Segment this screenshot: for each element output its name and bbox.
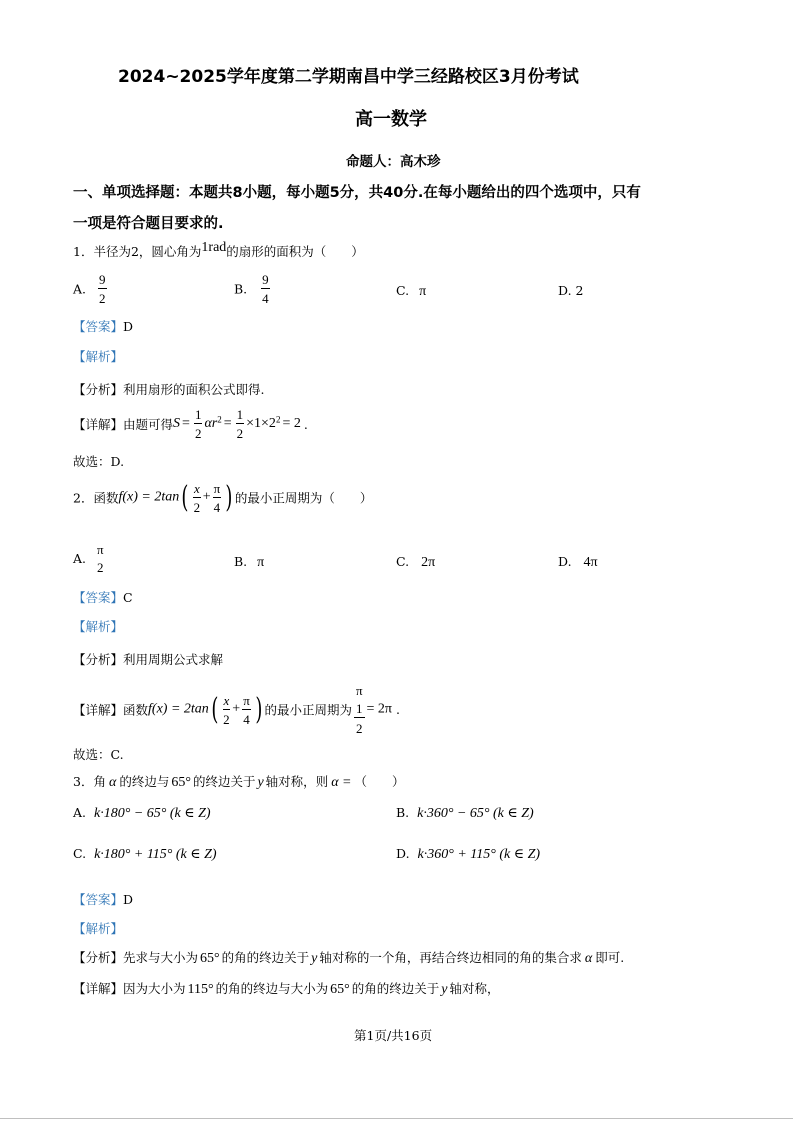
q1-answer [73, 317, 133, 335]
q1-fenxi-text: 利用扇形的面积公式即得. [123, 382, 265, 397]
q1-option-d [558, 283, 584, 298]
q2-stem-post: 的最小正周期为（ ） [234, 490, 373, 506]
q3-option-c [73, 846, 217, 863]
q2-fenxi-text: 利用周期公式求解 [123, 652, 224, 667]
q3-detail-deg1: 115° [187, 982, 214, 997]
q3-stem-pre: 3．角 [73, 774, 106, 789]
q1-option-a [73, 272, 109, 306]
q1-option-d-label: D. [558, 283, 572, 298]
q3-stem-mid1: 的终边与 [119, 774, 170, 789]
question-2-stem [73, 480, 372, 515]
question-3-stem [73, 772, 405, 791]
q1-fenxi [73, 380, 265, 398]
q2-option-d-value: 4π [583, 555, 598, 570]
q3-fenxi-post: 即可. [595, 950, 625, 965]
q2-f2-num: π [213, 480, 221, 496]
q1-detail-eq2: = [223, 416, 232, 431]
q2-detail [73, 682, 400, 737]
q3-stem-post: （ ） [354, 774, 405, 789]
q1-f2-num: 1 [236, 407, 244, 422]
answer-label: 【答案】 [73, 319, 124, 334]
q3-analysis-label: 【解析】 [73, 921, 124, 936]
q1-option-b-label: B. [234, 281, 248, 297]
q2-period-den-bot: 2 [356, 721, 363, 736]
q1-detail-sup1: 2 [217, 414, 222, 425]
q1-f1-den: 2 [194, 426, 202, 441]
q2-fx: f(x) = 2tan [118, 489, 180, 505]
q2-detail-fx: f(x) = 2tan [148, 701, 209, 717]
q2-detail-mid: 的最小正周期为 [264, 702, 353, 718]
fenxi-label: 【分析】 [73, 652, 124, 667]
q2-detail-frac2 [242, 693, 251, 727]
section-heading-line1: 一、单项选择题：本题共8小题，每小题5分，共40分.在每小题给出的四个选项中，只有 [73, 185, 641, 201]
q1-detail [73, 407, 308, 441]
fenxi-label: 【分析】 [73, 382, 124, 397]
q2-period-fraction [354, 682, 365, 737]
q2-option-a-label: A. [73, 551, 87, 566]
q1-detail-ar: αr [204, 416, 218, 431]
q2-option-d-label: D. [558, 554, 572, 569]
q2-option-d [558, 554, 598, 571]
q3-option-d [396, 846, 540, 863]
q2-fenxi [73, 650, 223, 668]
q3-y: y [257, 775, 264, 790]
q1-stem-unit: 1rad [201, 240, 227, 255]
q2-detail-f2-num: π [243, 692, 250, 708]
q2-detail-f1-num: x [223, 692, 230, 708]
q3-fenxi-deg: 65° [200, 951, 220, 966]
q3-detail-y: y [441, 982, 448, 997]
q2-conclusion: 故选：C. [73, 747, 124, 762]
q2-option-b [234, 554, 264, 571]
q3-detail [73, 979, 500, 998]
q1-f1-num: 1 [194, 407, 202, 422]
q2-option-a-fraction [96, 542, 105, 575]
q3-fenxi-mid: 的角的终边关于 [221, 950, 310, 965]
q2-right-paren-icon: ) [225, 480, 233, 515]
q3-answer-value: D [123, 892, 134, 907]
q2-option-c [396, 554, 435, 571]
q3-option-d-value: k·360° + 115° (k ∈ Z) [417, 847, 541, 862]
q3-detail-pre: 因为大小为 [123, 981, 186, 996]
q2-f1-den: 2 [193, 499, 201, 515]
q1-detail-dot: . [303, 416, 308, 432]
q1-detail-eq1: = [182, 416, 190, 431]
q2-detail-f1-den: 2 [223, 711, 230, 727]
q2-frac1 [193, 481, 201, 515]
q2-left-paren-icon: ( [181, 480, 189, 515]
q3-deg65: 65° [171, 775, 191, 790]
page-bottom-divider [0, 1118, 793, 1119]
q1-detail-frac1 [194, 407, 203, 441]
q3-option-a-label: A. [73, 805, 87, 820]
q1-option-c [396, 283, 426, 300]
q1-option-d-value: 2 [575, 283, 584, 298]
q2-detail-f2-den: 4 [243, 711, 250, 727]
q3-detail-mid: 的角的终边与大小为 [215, 981, 329, 996]
answer-label: 【答案】 [73, 892, 124, 907]
q3-fenxi-y: y [311, 951, 318, 966]
q1-option-b-fraction [261, 272, 270, 306]
q3-fenxi-alpha: α [584, 951, 593, 966]
q2-detail-frac1 [223, 693, 231, 727]
q3-option-b-value: k·360° − 65° (k ∈ Z) [417, 806, 534, 821]
exam-title: 2024~2025学年度第二学期南昌中学三经路校区3月份考试 [118, 67, 579, 87]
q2-analysis-label: 【解析】 [73, 619, 124, 634]
q2-option-c-label: C. [396, 554, 410, 569]
page-subtitle: 高一数学 [355, 109, 427, 130]
q1-option-b [234, 272, 272, 306]
q3-option-b [396, 805, 534, 822]
q1-a-den: 2 [99, 291, 106, 306]
q2-option-b-value: π [257, 555, 265, 570]
q2-period-num: π [355, 683, 363, 698]
q1-stem-pre: 1．半径为2，圆心角为 [73, 244, 202, 259]
q1-option-a-label: A. [73, 281, 87, 297]
q3-fenxi-pre: 先求与大小为 [123, 950, 199, 965]
q3-stem-mid3: 轴对称，则 [265, 774, 329, 789]
q3-alpha: α [108, 775, 117, 790]
author-line: 命题人：高木珍 [346, 154, 441, 170]
q1-option-a-fraction [98, 272, 107, 306]
q2-answer-value: C [123, 590, 133, 605]
q2-answer [73, 588, 133, 606]
fenxi-label: 【分析】 [73, 950, 124, 965]
q2-period-den-top: 1 [356, 701, 363, 716]
q1-conclusion: 故选：D. [73, 454, 125, 469]
q2-f1-num: x [193, 480, 200, 496]
q2-option-b-label: B. [234, 554, 248, 569]
q2-frac2 [213, 481, 222, 515]
q3-fenxi [73, 948, 624, 967]
q1-detail-sup2: 2 [275, 414, 281, 425]
q1-stem-post: 的扇形的面积为（ ） [226, 244, 364, 259]
q2-detail-pre: 函数 [123, 702, 149, 718]
q2-option-a [73, 542, 107, 575]
q1-f2-den: 2 [236, 426, 244, 441]
q2-a-num: π [97, 542, 104, 557]
page-number: 第1页/共16页 [354, 1028, 433, 1043]
xiangjie-label: 【详解】 [73, 417, 124, 432]
q3-detail-mid2: 的角的终边关于 [351, 981, 440, 996]
q1-b-den: 4 [262, 291, 269, 306]
q1-analysis-label: 【解析】 [73, 349, 124, 364]
q3-answer [73, 890, 133, 908]
q3-fenxi-mid2: 轴对称的一个角，再结合终边相同的角的集合求 [319, 950, 582, 965]
q1-detail-pre: 由题可得 [123, 417, 174, 432]
q1-detail-mid: ×1×2 [246, 416, 276, 431]
q1-option-c-value: π [419, 284, 427, 299]
q3-detail-deg2: 65° [330, 982, 350, 997]
q3-option-a [73, 805, 211, 822]
q3-stem-eq: α = [331, 775, 352, 790]
q3-stem-mid2: 的终边关于 [192, 774, 256, 789]
q1-a-num: 9 [99, 272, 106, 287]
q3-option-b-label: B. [396, 805, 410, 820]
q2-detail-right-paren-icon: ) [255, 692, 263, 727]
q1-detail-frac2 [236, 407, 245, 441]
q3-detail-post: 轴对称， [449, 981, 500, 996]
q3-option-c-label: C. [73, 846, 87, 861]
q1-detail-end: = 2 [282, 416, 301, 431]
q3-option-c-value: k·180° + 115° (k ∈ Z) [94, 847, 217, 862]
q2-option-c-value: 2π [421, 555, 436, 570]
xiangjie-label: 【详解】 [73, 702, 124, 718]
q2-detail-dot: . [395, 702, 400, 717]
q2-a-den: 2 [97, 560, 104, 575]
question-1-stem [73, 242, 364, 261]
q2-plus: + [202, 489, 211, 505]
q1-option-c-label: C. [396, 283, 410, 298]
q1-b-num: 9 [262, 272, 269, 287]
xiangjie-label: 【详解】 [73, 981, 124, 996]
q2-period-eq: = 2π [366, 701, 392, 717]
q3-option-a-value: k·180° − 65° (k ∈ Z) [94, 806, 211, 821]
section-heading-line2: 一项是符合题目要求的. [73, 216, 224, 232]
q1-answer-value: D [123, 319, 134, 334]
q1-detail-s: S [173, 416, 181, 431]
q2-stem-pre: 2．函数 [73, 490, 119, 506]
answer-label: 【答案】 [73, 590, 124, 605]
q3-option-d-label: D. [396, 846, 410, 861]
q2-detail-plus: + [232, 701, 241, 717]
q2-detail-left-paren-icon: ( [211, 692, 219, 727]
q2-f2-den: 4 [213, 499, 221, 515]
